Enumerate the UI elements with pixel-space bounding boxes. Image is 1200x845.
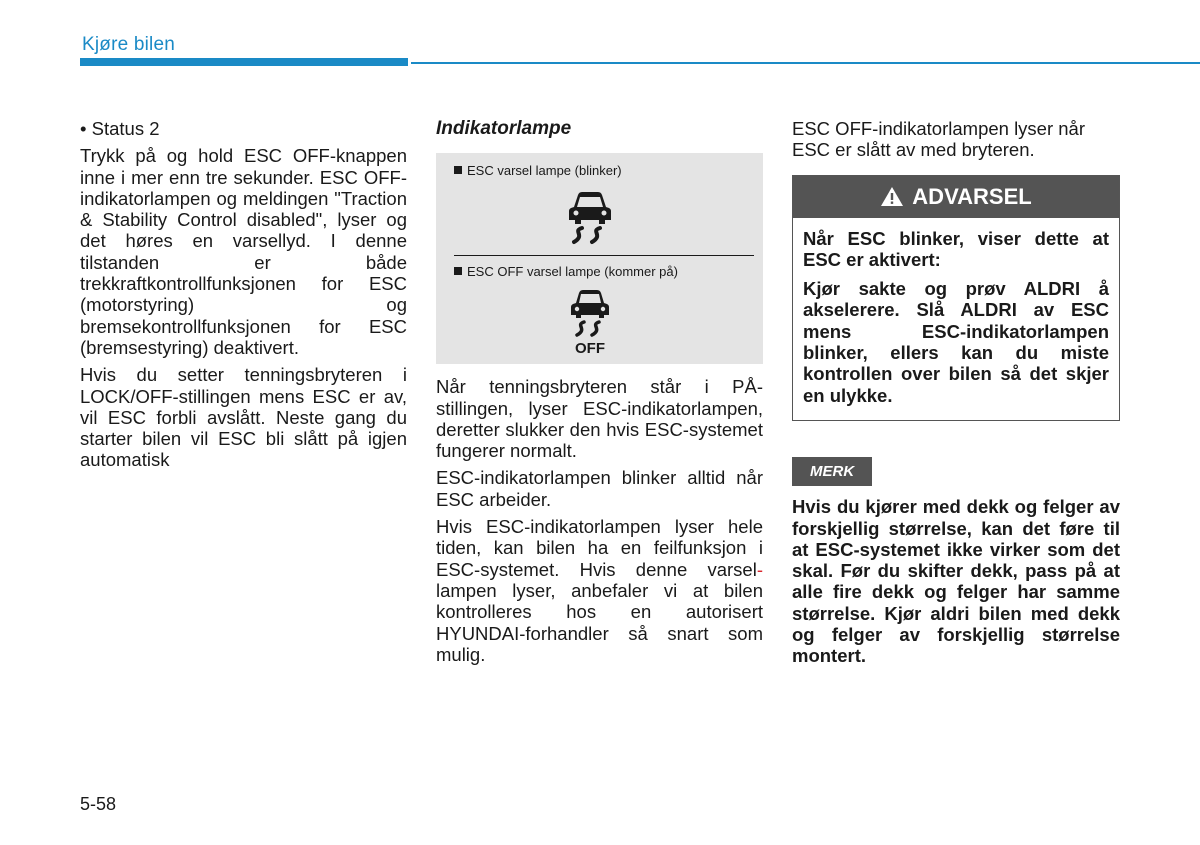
warning-triangle-icon bbox=[880, 186, 904, 207]
status-bullet: • Status 2 bbox=[80, 118, 160, 139]
note-tag: MERK bbox=[792, 457, 872, 486]
paragraph: ESC OFF-indikatorlampen lyser når ESC er slått av med bryteren. bbox=[792, 118, 1086, 161]
red-hyphen: - bbox=[756, 558, 763, 580]
column-middle bbox=[436, 118, 763, 671]
off-label: OFF bbox=[575, 340, 605, 358]
warning-header bbox=[793, 176, 1119, 218]
esc-off-skid-car-icon bbox=[564, 286, 616, 358]
lamp-label-text: ESC varsel lampe (blinker) bbox=[467, 163, 622, 179]
header-bar-right bbox=[411, 62, 1200, 64]
square-bullet-icon bbox=[454, 166, 462, 174]
warning-body bbox=[793, 218, 1119, 420]
paragraph: Hvis du setter tenningsbryteren i LOCK/OFF-stillingen mens ESC er av, vil ESC forbli avslått. Neste gang du starter bilen vil ESC bli slått på igjen automatisk bbox=[80, 364, 407, 471]
page-number: 5-58 bbox=[80, 794, 117, 814]
indicator-lamp-box bbox=[436, 153, 763, 364]
paragraph: ESC-indikatorlampen blinker alltid når ESC arbeider. bbox=[436, 467, 763, 510]
warning-box bbox=[792, 175, 1120, 421]
note-text: Hvis du kjører med dekk og felger av forskjellig størrelse, kan det føre til at ESC-systemet ikke virker som det skal. Før du skifter dekk, pass på at alle fire dekk og felger har samme størrelse. Kjør aldri bilen med dekk og felger av forskjellig størrelse montert. bbox=[792, 496, 1120, 667]
column-right bbox=[792, 118, 1120, 673]
paragraph-part: Hvis ESC-indikatorlampen lyser hele tiden, kan bilen ha en feilfunksjon i ESC-systemet. Hvis denne varsel bbox=[436, 516, 763, 580]
warning-paragraph: Når ESC blinker, viser dette at ESC er aktivert: bbox=[803, 227, 1109, 270]
esc-skid-car-icon bbox=[564, 187, 616, 245]
paragraph: Når tenningsbryteren står i PÅ-stillingen, lyser ESC-indikatorlampen, deretter slukker den hvis ESC-systemet fungerer normalt. bbox=[436, 376, 763, 462]
paragraph bbox=[436, 516, 763, 665]
warning-paragraph: Kjør sakte og prøv ALDRI å akselerere. Slå ALDRI av ESC mens ESC-indikatorlampen blinker, ellers kan du miste kontrollen over bilen så det skjer en ulykke. bbox=[803, 278, 1109, 406]
section-heading: Indikatorlampe bbox=[436, 118, 572, 139]
lamp-label bbox=[454, 264, 753, 280]
paragraph-part: lampen lyser, anbefaler vi at bilen kontrolleres hos en autorisert HYUNDAI-forhandler så snart som mulig. bbox=[436, 579, 763, 665]
square-bullet-icon bbox=[454, 267, 462, 275]
lamp-label-text: ESC OFF varsel lampe (kommer på) bbox=[467, 264, 678, 280]
paragraph: Trykk på og hold ESC OFF-knappen inne i mer enn tre sekunder. ESC OFF-indikatorlampen og meldingen "Traction & Stability Control disabled", lyser og det høres en varsellyd. I denne tilstanden er både trekkraftkontrollfunksjonen for ESC (motorstyring) og bremsekontrollfunksjonen for ESC (bremsestyring) deaktivert. bbox=[80, 145, 407, 358]
lamp-divider bbox=[454, 255, 754, 256]
header-bar-left bbox=[80, 58, 408, 66]
section-header-title: Kjøre bilen bbox=[82, 34, 176, 55]
lamp-label bbox=[454, 163, 753, 179]
warning-title: ADVARSEL bbox=[912, 183, 1032, 209]
column-left bbox=[80, 118, 407, 477]
